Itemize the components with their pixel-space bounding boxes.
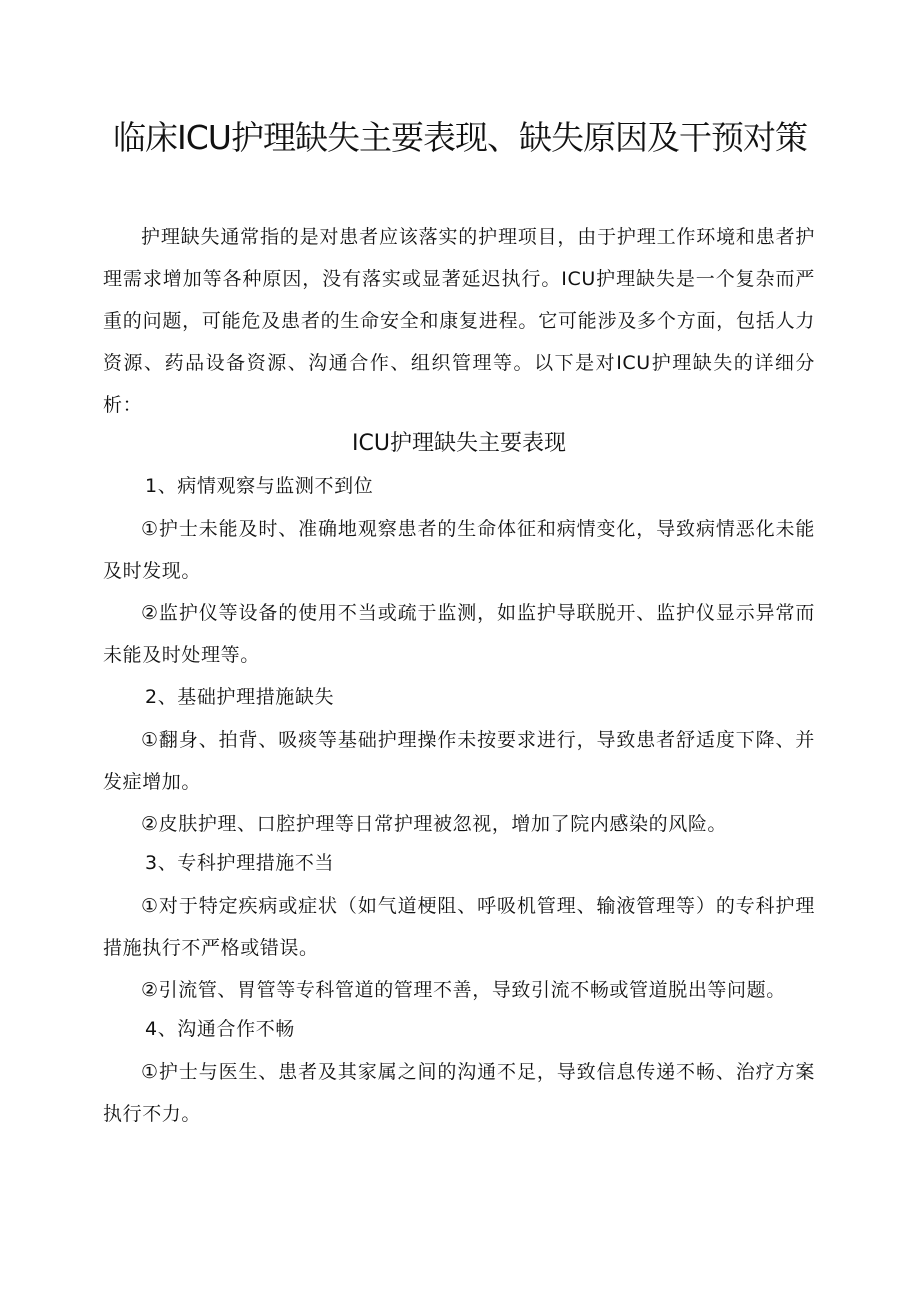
- section-heading: ICU护理缺失主要表现: [352, 431, 566, 456]
- item-2-point-2: ②皮肤护理、口腔护理等日常护理被忽视，增加了院内感染的风险。: [141, 813, 728, 835]
- item-heading-2: 2、基础护理措施缺失: [145, 686, 335, 708]
- item-heading-4: 4、沟通合作不畅: [145, 1018, 295, 1040]
- document-title: 临床ICU护理缺失主要表现、缺失原因及干预对策: [113, 118, 807, 157]
- item-heading-1: 1、病情观察与监测不到位: [145, 475, 374, 497]
- item-1-point-1: ①护士未能及时、准确地观察患者的生命体征和病情变化，导致病情恶化未能及时发现。: [103, 518, 815, 582]
- item-3-point-2: ②引流管、胃管等专科管道的管理不善，导致引流不畅或管道脱出等问题。: [141, 979, 786, 1001]
- item-3-point-1: ①对于特定疾病或症状（如气道梗阻、呼吸机管理、输液管理等）的专科护理措施执行不严格或错误。: [103, 895, 815, 959]
- item-1-point-2: ②监护仪等设备的使用不当或疏于监测，如监护导联脱开、监护仪显示异常而未能及时处理等。: [103, 602, 815, 666]
- intro-paragraph: 护理缺失通常指的是对患者应该落实的护理项目，由于护理工作环境和患者护理需求增加等各种原因，没有落实或显著延迟执行。ICU护理缺失是一个复杂而严重的问题，可能危及患者的生命安全和康复进程。它可能涉及多个方面，包括人力资源、药品设备资源、沟通合作、组织管理等。以下是对ICU护理缺失的详细分析：: [103, 226, 815, 416]
- item-heading-3: 3、专科护理措施不当: [145, 852, 335, 874]
- item-2-point-1: ①翻身、拍背、吸痰等基础护理操作未按要求进行，导致患者舒适度下降、并发症增加。: [103, 729, 815, 793]
- item-4-point-1: ①护士与医生、患者及其家属之间的沟通不足，导致信息传递不畅、治疗方案执行不力。: [103, 1061, 815, 1125]
